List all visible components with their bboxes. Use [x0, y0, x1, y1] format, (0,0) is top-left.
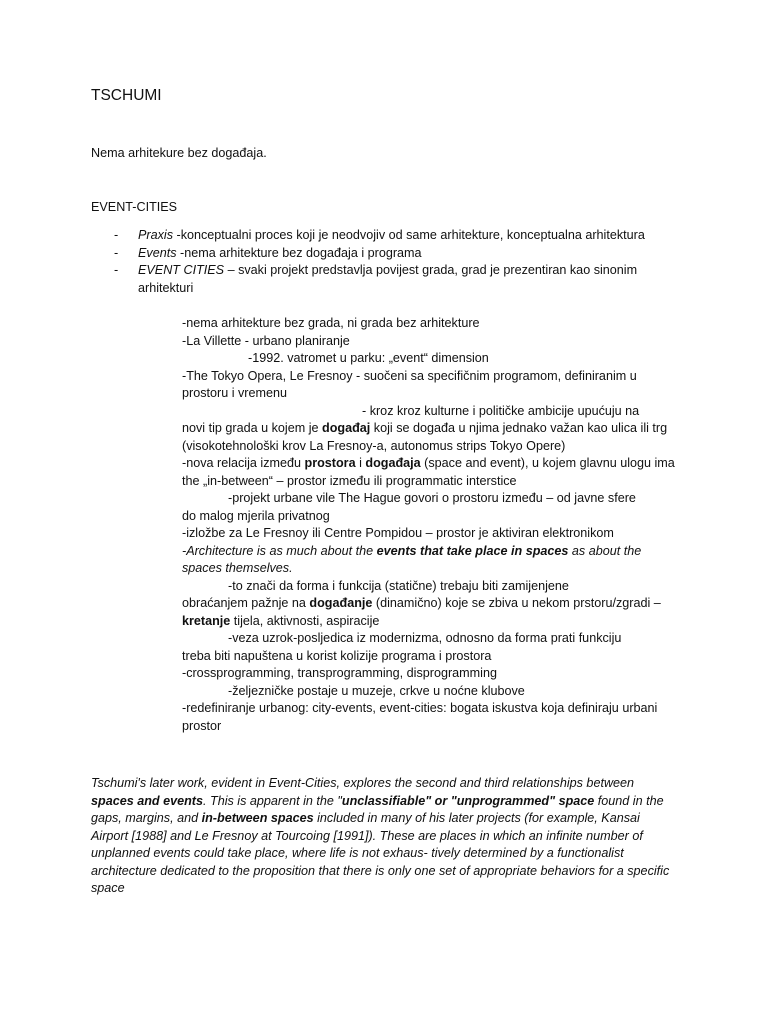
list-item: - Praxis -konceptualni proces koji je neodvojiv od same arhitekture, konceptualna arhitektura — [114, 228, 645, 242]
note-line: -nema arhitekture bez grada, ni grada bez arhitekture — [182, 316, 480, 330]
note-line: -to znači da forma i funkcija (statične) trebaju biti zamijenjene — [228, 578, 569, 593]
note-text: tijela, aktivnosti, aspiracije — [230, 613, 380, 628]
bullet-term: Praxis — [138, 228, 173, 242]
note-paragraph — [182, 420, 676, 455]
note-italic-text: as about the spaces themselves. — [182, 543, 642, 575]
note-line: -veza uzrok-posljedica iz modernizma, odnosno da forma prati funkciju — [228, 631, 622, 645]
closing-span: Tschumi's later work, evident in Event-Cities, explores the second and third relationships between — [91, 776, 635, 790]
note-line: -The Tokyo Opera, Le Fresnoy - suočeni sa specifičnim programom, definiranim u prostoru i vremenu — [182, 368, 637, 400]
note-line: -redefiniranje urbanog: city-events, event-cities: bogata iskustva koja definiraju urbani prostor — [182, 701, 658, 733]
note-line: - kroz kroz kulturne i političke ambicije upućuju na — [362, 403, 640, 418]
note-text: (dinamično) koje se zbiva u nekom prstoru/zgradi – — [372, 596, 661, 610]
note-line: -projekt urbane vile The Hague govori o prostoru između – od javne sfere — [228, 491, 636, 505]
list-item: - EVENT CITIES – svaki projekt predstavlja povijest grada, grad je prezentiran kao sinonim arhitekturi — [114, 263, 638, 295]
bullet-text: -konceptualni proces koji je neodvojiv od same arhitekture, konceptualna arhitektura — [173, 228, 645, 242]
bullet-term: EVENT CITIES — [138, 263, 225, 277]
bullet-text: – svaki projekt predstavlja povijest grada, grad je prezentiran kao sinonim arhitekturi — [138, 263, 638, 295]
notes-block — [182, 315, 676, 735]
note-bold-text: događaja — [365, 456, 421, 470]
page-title: TSCHUMI — [91, 87, 162, 104]
bullet-text: -nema arhitekture bez događaja i programa — [176, 245, 422, 260]
note-bold-text: događaj — [322, 421, 371, 435]
closing-bold: spaces and events — [91, 793, 204, 808]
closing-paragraph — [91, 775, 677, 898]
note-text: novi tip grada u kojem je — [182, 421, 323, 435]
note-line: do malog mjerila privatnog — [182, 508, 330, 523]
note-paragraph — [182, 455, 676, 490]
closing-span: included in many of his later projects (for example, Kansai Airport [1988] and Le Fresnoy at Tourcoing [1991]). These are places in which an infinite number of unplanned events could take place, where life is not exhaus- tively determined by a functionalist architecture dedicated to the proposition that there is only one set of appropriate behaviors for a specific space — [91, 811, 670, 895]
note-line: -La Villette - urbano planiranje — [182, 333, 350, 348]
note-line: -izložbe za Le Fresnoy ili Centre Pompidou – prostor je aktiviran elektronikom — [182, 526, 614, 540]
closing-bold: in-between spaces — [201, 811, 314, 825]
note-line: treba biti napuštena u korist kolizije programa i prostora — [182, 648, 492, 663]
note-text: i — [355, 456, 366, 470]
note-bold-text: prostora — [304, 456, 356, 470]
closing-span: . This is apparent in the " — [203, 793, 342, 808]
note-text: obraćanjem pažnje na — [182, 596, 310, 610]
note-paragraph — [182, 595, 676, 630]
note-italic-text: -Architecture is as much about the — [182, 543, 377, 558]
note-line: -1992. vatromet u parku: „event“ dimension — [248, 351, 489, 365]
section-heading: EVENT-CITIES — [91, 200, 178, 214]
note-bold-text: kretanje — [182, 613, 231, 628]
note-text: (space and event), u kojem glavnu ulogu ima the „in-between“ – prostor između ili programmatic interstice — [182, 456, 675, 488]
note-bold-italic-text: events that take place in spaces — [376, 543, 569, 558]
list-item: - Events -nema arhitekture bez događaja i programa — [114, 245, 422, 260]
closing-span: found in the gaps, margins, and — [91, 793, 664, 825]
note-text: -nova relacija između — [182, 456, 305, 470]
bullet-term: Events — [138, 245, 177, 260]
bullet-list — [91, 227, 671, 297]
intro-sentence: Nema arhitekure bez događaja. — [91, 146, 267, 160]
closing-bold: unclassifiable" or "unprogrammed" space — [341, 793, 595, 808]
note-bold-text: događanje — [309, 596, 373, 610]
note-line: -željezničke postaje u muzeje, crkve u noćne klubove — [228, 683, 525, 698]
note-paragraph — [182, 543, 676, 578]
note-line: -crossprogramming, transprogramming, disprogramming — [182, 666, 497, 680]
closing-text — [91, 775, 677, 898]
note-text: koji se događa u njima jednako važan kao ulica ili trg (visokotehnološki krov La Fresnoy-a, autonomus strips Tokyo Opere) — [182, 421, 668, 453]
